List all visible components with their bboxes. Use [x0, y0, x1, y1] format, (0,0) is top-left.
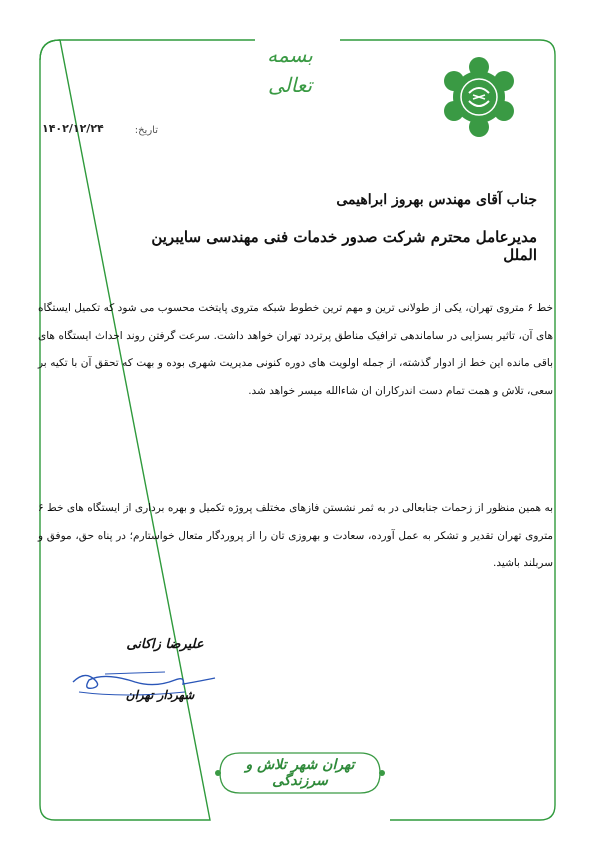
recipient-name: جناب آقای مهندس بهروز ابراهیمی	[336, 192, 537, 208]
date-label: تاریخ:	[134, 125, 158, 136]
body-paragraph-2: به همین منظور از زحمات جنابعالی در به ثمر نشستن فازهای مختلف پروژه تکمیل و بهره برداری از ایستگاه های خط ۶ متروی تهران تقدیر و تشکر به عمل آورده، سعادت و بهروزی تان را از پروردگار متعال خواستارم؛ در پناه حق، موفق و سربلند باشید.	[38, 502, 553, 569]
recipient-position: مدیرعامل محترم شرکت صدور خدمات فنی مهندسی سایبرین الملل	[151, 228, 537, 264]
tehran-municipality-logo	[438, 55, 520, 143]
basmala-header: بسمه تعالی	[267, 43, 313, 97]
signatory-name: علیرضا زاکانی	[126, 637, 204, 652]
body-paragraph-1: خط ۶ متروی تهران، یکی از طولانی ترین و مهم ترین خطوط شبکه متروی پایتخت محسوب می شود که تکمیل ایستگاه های آن، تاثیر بسزایی در ساماندهی ترافیک مناطق پرتردد تهران خواهد داشت. سرعت گرفتن روند احداث ایستگاه های باقی مانده این خط از ادوار گذشته، از جمله اولویت های دوره کنونی مدیریت شهری بوده و بهت که تحقق آن با تکیه بر سعی، تلاش و همت تمام دست اندرکاران ان شاءالله میسر خواهد شد.	[38, 302, 553, 397]
signatory-title: شهردار تهران	[125, 688, 195, 702]
date-value: ۱۴۰۲/۱۲/۲۴	[42, 122, 104, 135]
footer-slogan: تهران شهر تلاش و سرزندگی	[245, 757, 355, 789]
